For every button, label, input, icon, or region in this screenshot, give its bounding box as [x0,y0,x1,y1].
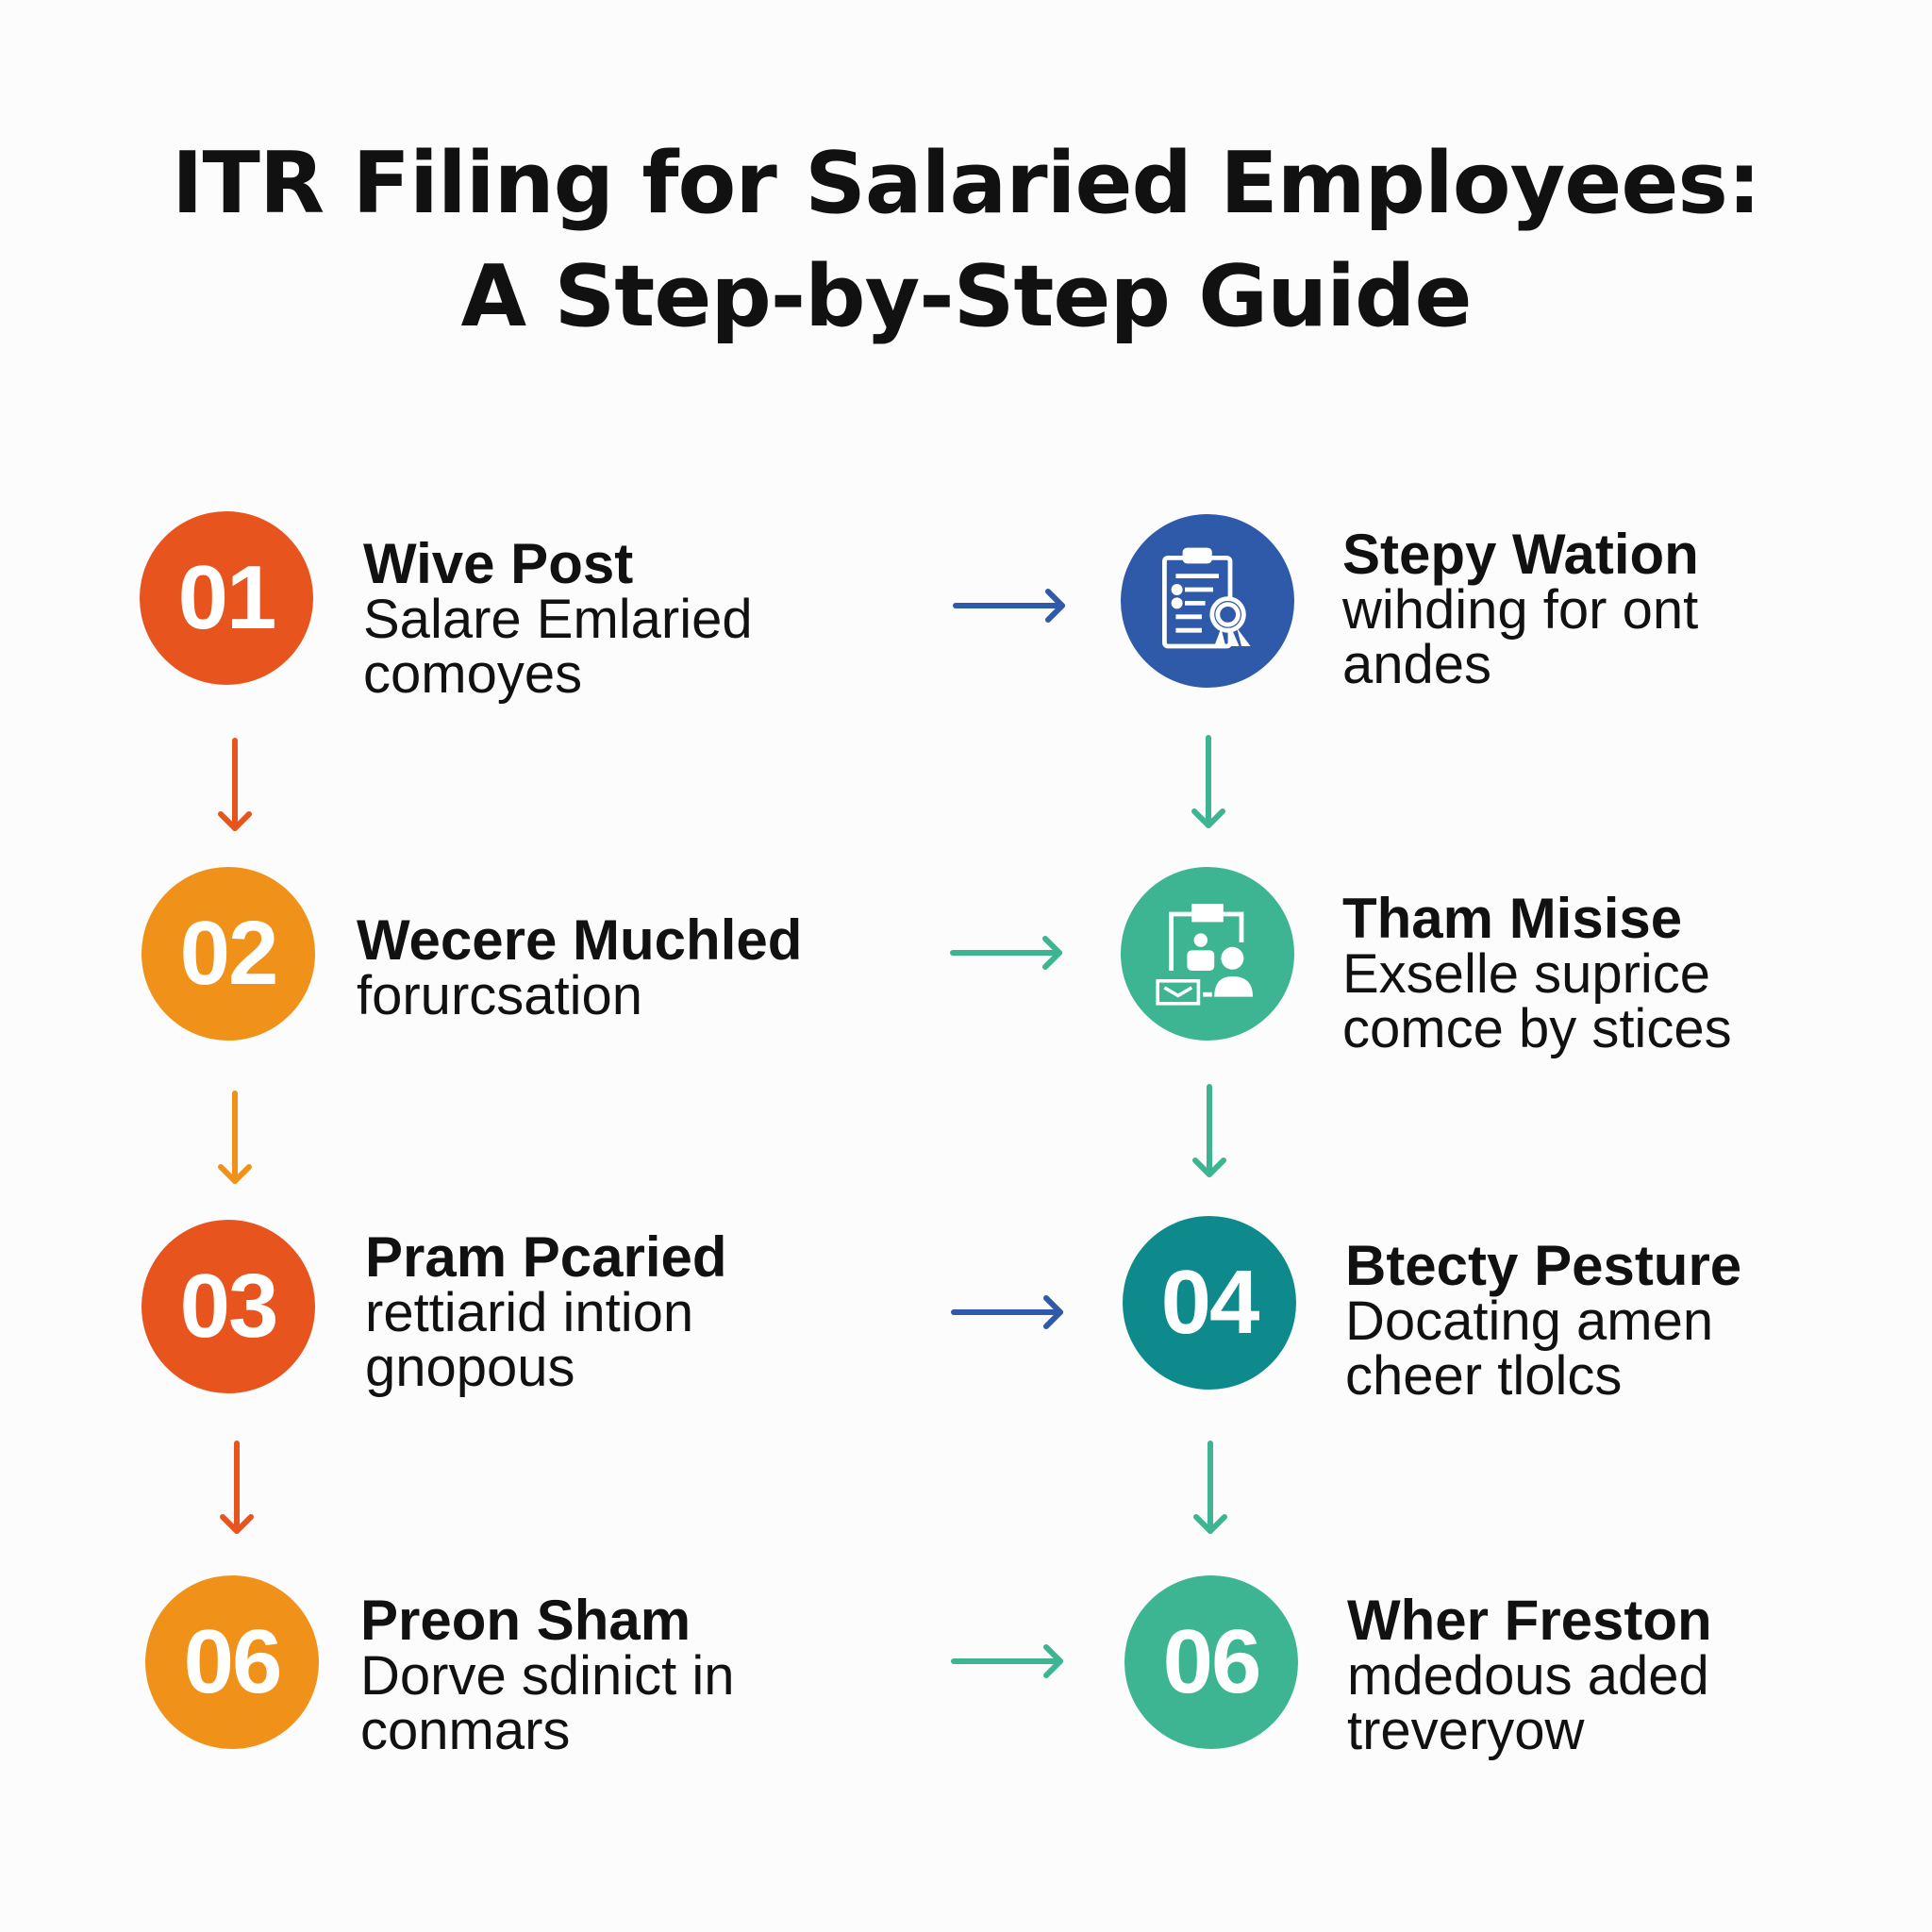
step-body: Dorve sdinict in [360,1645,735,1707]
step-body: cheer tlolcs [1345,1345,1623,1407]
step-heading: Wher Freston [1347,1589,1712,1652]
step-body: mdedous aded [1347,1645,1709,1707]
step-body: Exselle suprice [1342,943,1711,1005]
step-badge-06-right: 06 [1124,1575,1298,1749]
step-icon-clipboard [1121,514,1294,688]
arrow-down-icon [218,1441,256,1536]
step-heading: Tham Misise [1342,887,1683,950]
step-body: comce by stices [1342,998,1732,1059]
step-body: Salare Emlaried [363,589,753,650]
step-badge-03: 03 [142,1220,315,1393]
arrow-right-icon [952,1293,1065,1331]
step-heading: Stepy Wation [1342,523,1699,586]
step-text-01 [363,532,891,705]
step-badge-01: 01 [140,511,313,685]
step-body: gnopous [365,1337,575,1398]
step-text-right-1 [1342,523,1871,695]
step-body: treveryow [1347,1700,1585,1761]
step-badge-04: 04 [1123,1216,1296,1390]
step-body: forurcsation [357,965,643,1026]
arrow-down-icon [1190,736,1227,830]
title-line-1: ITR Filing for Salaried Employees: [172,134,1760,233]
step-badge-02: 02 [142,867,315,1041]
step-body: rettiarid intion [365,1282,694,1343]
step-heading: Pram Pcaried [365,1225,727,1289]
step-text-06-left [360,1589,889,1761]
step-text-right-2 [1342,887,1871,1059]
clipboard-award-icon [1151,544,1264,658]
step-badge-06-left: 06 [145,1575,319,1749]
arrow-right-icon [951,934,1064,972]
step-text-03 [365,1225,893,1398]
step-body: conmars [360,1700,571,1761]
arrow-down-icon [216,739,254,833]
step-body: comoyes [363,643,583,705]
page-title [0,127,1932,354]
step-heading: Wive Post [363,532,634,595]
step-text-04 [1345,1234,1874,1407]
title-line-2: A Step-by-Step Guide [460,247,1472,346]
arrow-down-icon [1191,1441,1229,1536]
arrow-right-icon [952,1642,1065,1680]
arrow-right-icon [954,587,1067,625]
step-body: andes [1342,634,1492,695]
team-presentation-icon [1151,897,1264,1010]
step-heading: Preon Sham [360,1589,691,1652]
step-text-06-right [1347,1589,1875,1761]
arrow-down-icon [216,1091,254,1186]
step-heading: Wecere Muchled [357,908,803,972]
step-text-02 [357,908,941,1026]
arrow-down-icon [1191,1085,1228,1179]
step-heading: Btecty Pesture [1345,1234,1742,1297]
step-body: wihding for ont [1342,579,1699,641]
step-icon-team [1121,867,1294,1041]
step-body: Docating amen [1345,1291,1714,1352]
